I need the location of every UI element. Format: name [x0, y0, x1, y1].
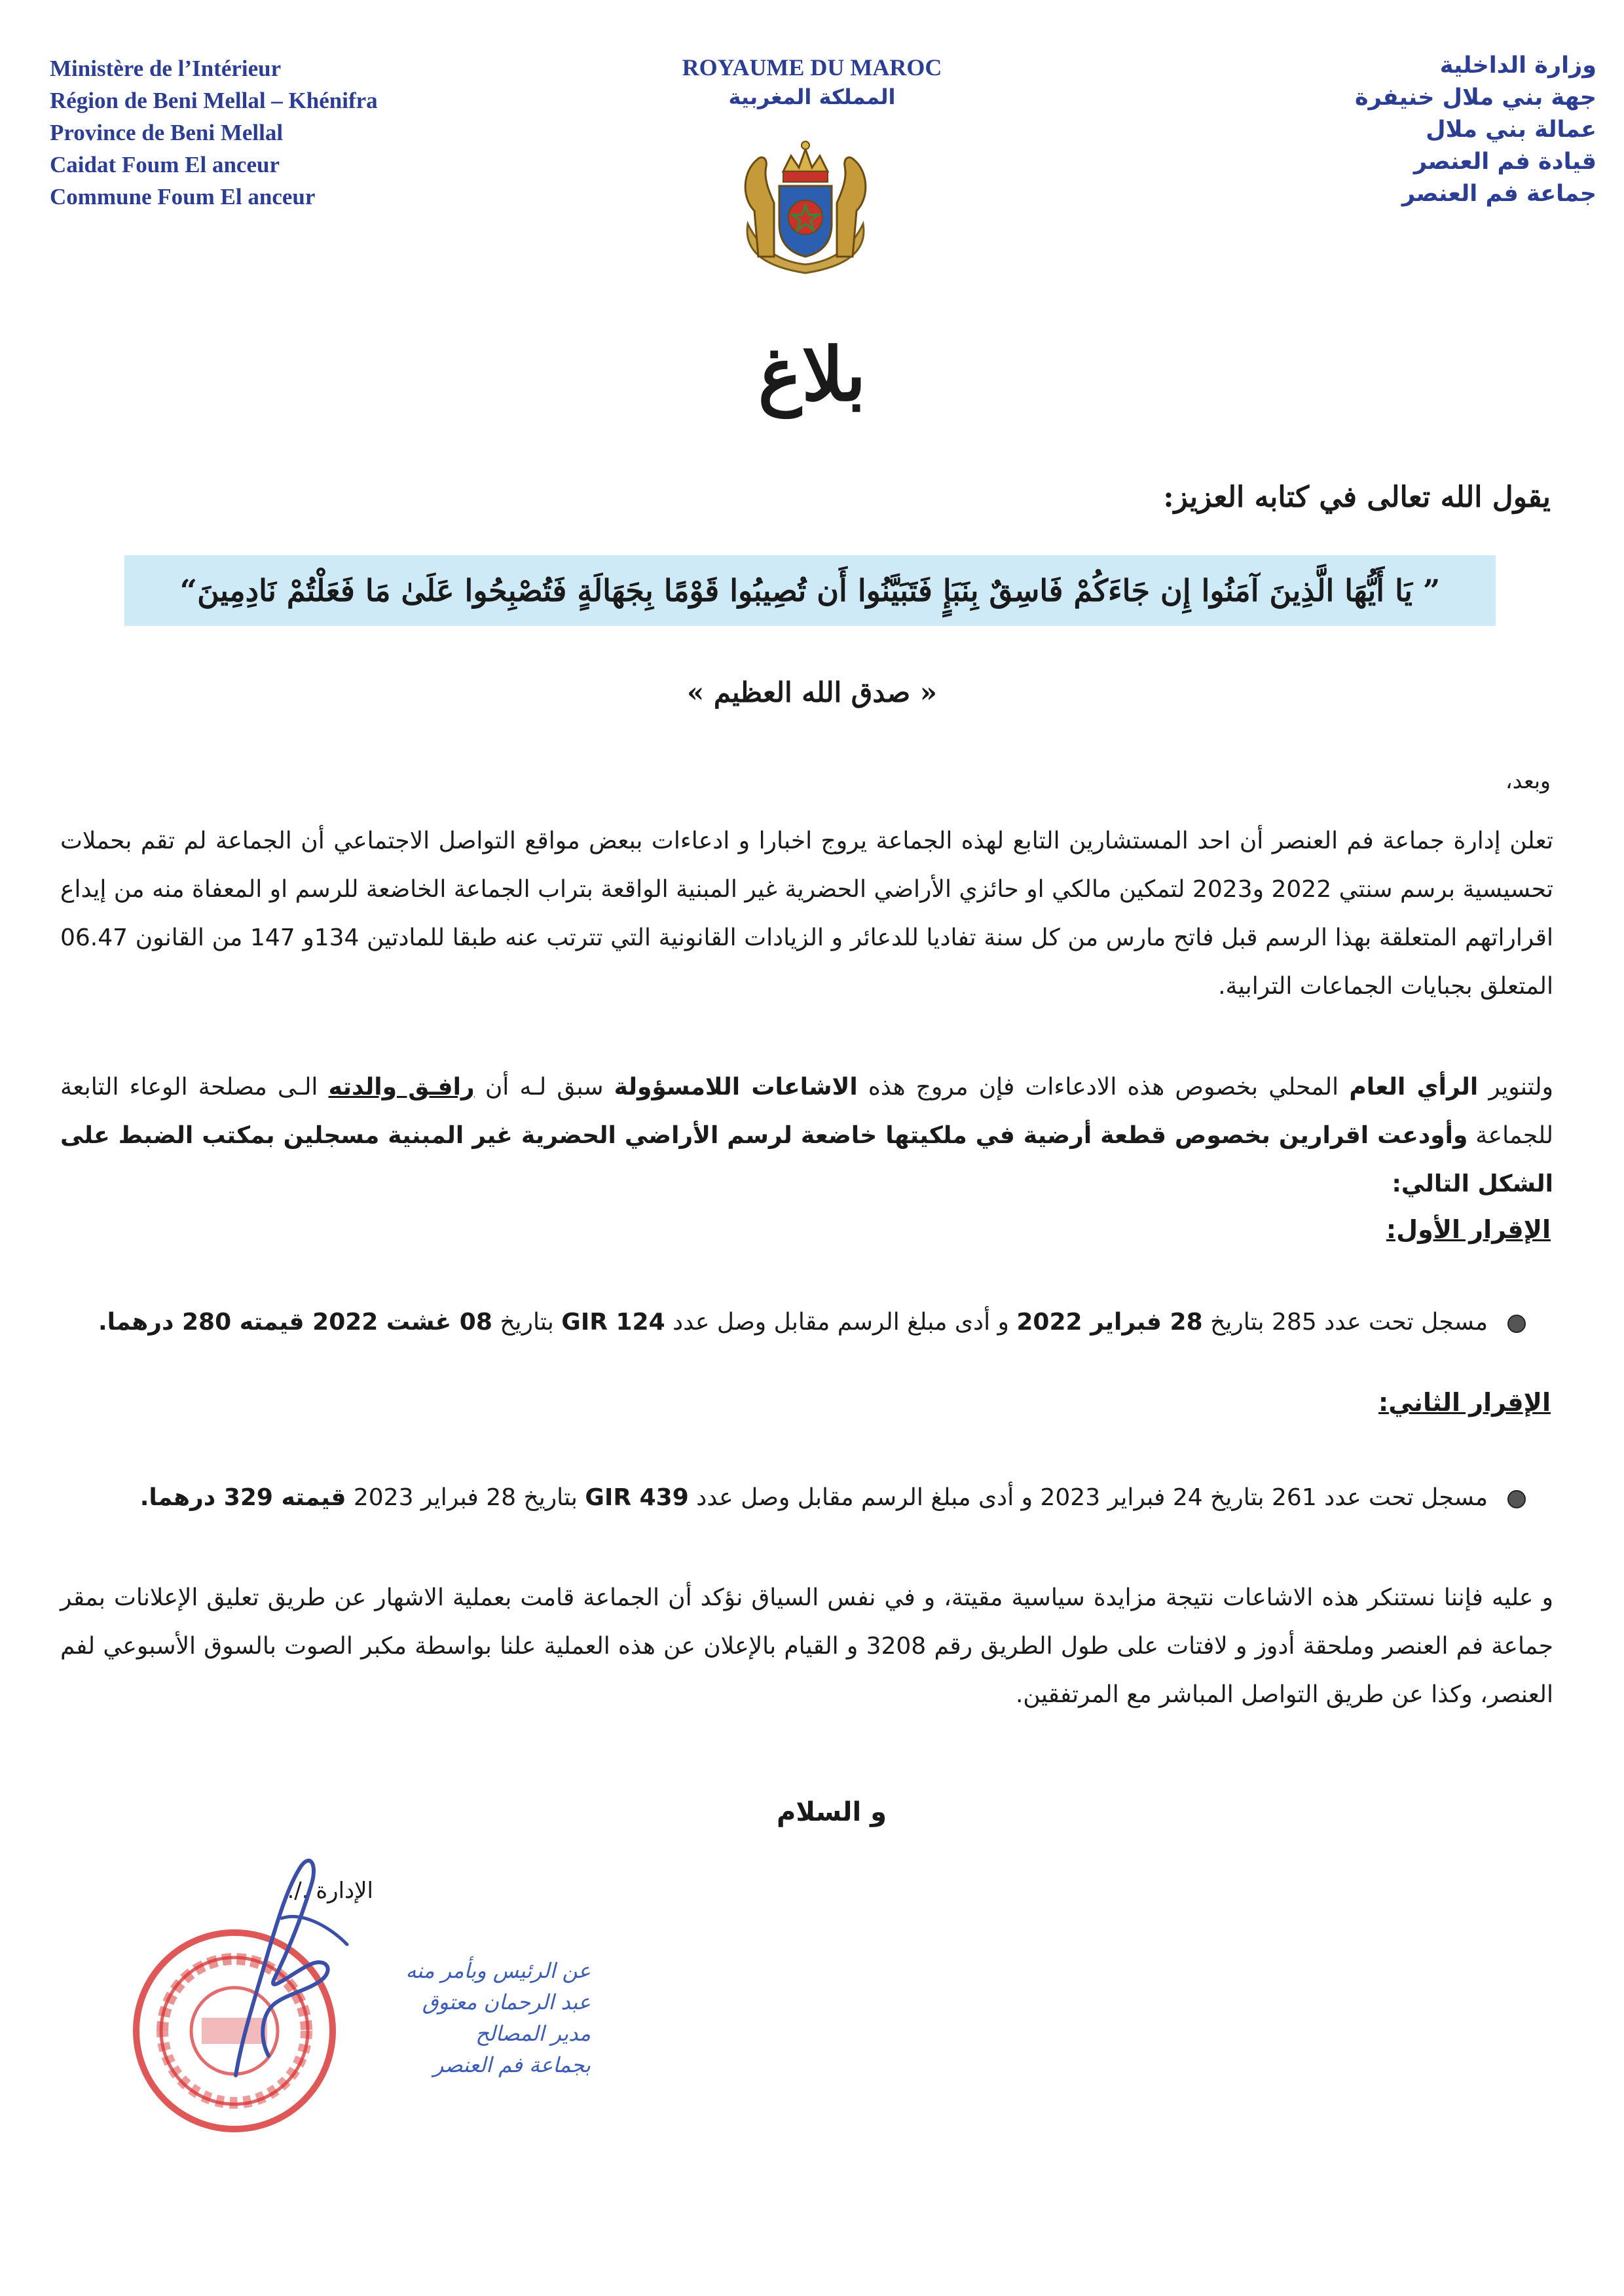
document-title: بلاغ [758, 332, 866, 418]
d1-bold: 08 غشت 2022 قيمته 280 درهما. [98, 1309, 492, 1336]
d1-bold: 28 فبراير 2022 [1016, 1309, 1203, 1336]
p2-text: سبق لـه أن [474, 1074, 614, 1101]
d2-text: بتاريخ 28 فبراير 2023 [346, 1484, 585, 1511]
header-fr-line: Région de Beni Mellal – Khénifra [50, 88, 378, 113]
kingdom-ar: المملكة المغربية [728, 84, 896, 109]
d1-bold: 124 GIR [561, 1309, 665, 1336]
declaration-2-title: الإقرار الثاني: [1378, 1388, 1551, 1417]
signatory-line: مدير المصالح [475, 2021, 591, 2046]
kingdom-fr: ROYAUME DU MAROC [682, 54, 942, 81]
d2-text: مسجل تحت عدد 261 بتاريخ 24 فبراير 2023 و أدى مبلغ الرسم مقابل وصل عدد [688, 1484, 1488, 1511]
header-arabic [1138, 50, 1596, 210]
d1-text: و أدى مبلغ الرسم مقابل وصل عدد [665, 1309, 1017, 1336]
p2-text: الـى مصلحة الوعاء التابعة للجماعة [60, 1074, 1553, 1149]
header-fr-line: Commune Foum El anceur [50, 184, 316, 210]
d2-bold: 439 GIR [585, 1484, 689, 1511]
p2-bold: الرأي العام [1349, 1074, 1479, 1101]
d1-text: بتاريخ [492, 1309, 562, 1336]
p2-underline: رافـق والدته [328, 1074, 475, 1101]
paragraph-2 [60, 1063, 1553, 1209]
quran-verse: ” يَا أَيُّهَا الَّذِينَ آمَنُوا إِن جَاءَكُمْ فَاسِقٌ بِنَبَإٍ فَتَبَيَّنُوا أَن تُصِيبُوا قَوْمًا بِجَهَالَةٍ فَتُصْبِحُوا عَلَىٰ مَا فَعَلْتُمْ نَادِمِينَ“ [124, 555, 1496, 626]
closing-verse: « صدق الله العظيم » [687, 676, 937, 708]
bullet-icon [1507, 1490, 1526, 1508]
wabaad: وبعد، [1505, 768, 1551, 793]
header-kingdom [629, 52, 995, 111]
p2-text: المحلي بخصوص هذه الادعاءات فإن مروج هذه [857, 1074, 1350, 1101]
closing-salam: و السلام [777, 1797, 887, 1827]
header-ar-line: قيادة فم العنصر [1413, 149, 1596, 175]
p2-bold: الاشاعات اللامسؤولة [614, 1074, 858, 1101]
header-ar-line: عمالة بني ملال [1426, 117, 1596, 143]
administration-label: الإدارة ./. [287, 1878, 373, 1904]
p2-text: ولتنوير [1478, 1074, 1553, 1101]
header-fr-line: Caidat Foum El anceur [50, 152, 280, 177]
coat-of-arms-icon [728, 126, 883, 283]
d1-text: مسجل تحت عدد 285 بتاريخ [1202, 1309, 1488, 1336]
quran-intro: يقول الله تعالى في كتابه العزيز: [1163, 481, 1551, 514]
signatory-line: عن الرئيس وبأمر منه [405, 1958, 591, 1983]
header-ar-line: جهة بني ملال خنيفرة [1355, 84, 1596, 111]
header-ar-line: جماعة فم العنصر [1401, 181, 1596, 207]
signatory-line: بجماعة فم العنصر [433, 2052, 591, 2077]
d2-bold: قيمته 329 درهما. [139, 1484, 346, 1511]
header-french [50, 52, 521, 213]
p2-bold: وأودعت اقرارين بخصوص قطعة أرضية في ملكيتها خاضعة لرسم الأراضي الحضرية غير المبنية مسجلين بمكتب الضبط على الشكل التالي: [60, 1122, 1553, 1197]
declaration-2-text [60, 1478, 1488, 1518]
header-fr-line: Province de Beni Mellal [50, 120, 284, 145]
paragraph-3: و عليه فإننا نستنكر هذه الاشاعات نتيجة مزايدة سياسية مقيتة، و في نفس السياق نؤكد أن الجماعة قامت بعملية الاشهار عن طريق تعليق الإعلانات بمقر جماعة فم العنصر وملحقة أدوز و لافتات على طول الطريق رقم 3208 و القيام بالإعلان عن هذه العملية علنا بواسطة مكبر الصوت بالسوق الأسبوعي لفم العنصر، وكذا عن طريق التواصل المباشر مع المرتفقين. [60, 1584, 1553, 1708]
handwritten-signature-icon [196, 1840, 367, 2088]
signatory-line: عبد الرحمان معتوق [422, 1990, 591, 2014]
header-ar-line: وزارة الداخلية [1439, 52, 1596, 79]
signatory-block [342, 1955, 591, 2081]
declaration-1-title: الإقرار الأول: [1386, 1215, 1551, 1244]
declaration-1-text [60, 1303, 1488, 1342]
bullet-icon [1507, 1315, 1526, 1333]
paragraph-1: تعلن إدارة جماعة فم العنصر أن احد المستشارين التابع لهذه الجماعة يروج اخبارا و ادعاءات ببعض مواقع التواصل الاجتماعي أن الجماعة لم تقم بحملات تحسيسية برسم سنتي 2022 و2023 لتمكين مالكي او حائزي الأراضي الحضرية غير المبنية الواقعة بتراب الجماعة الخاضعة للرسم او المعفاة منه من إيداع اقراراتهم المتعلقة بهذا الرسم قبل فاتح مارس من كل سنة تفاديا للدعائر و الزيادات القانونية التي تترتب عنه طبقا للمادتين 134و 147 من القانون 06.47 المتعلق بجبايات الجماعات الترابية. [60, 828, 1553, 1000]
header-fr-line: Ministère de l’Intérieur [50, 56, 282, 81]
